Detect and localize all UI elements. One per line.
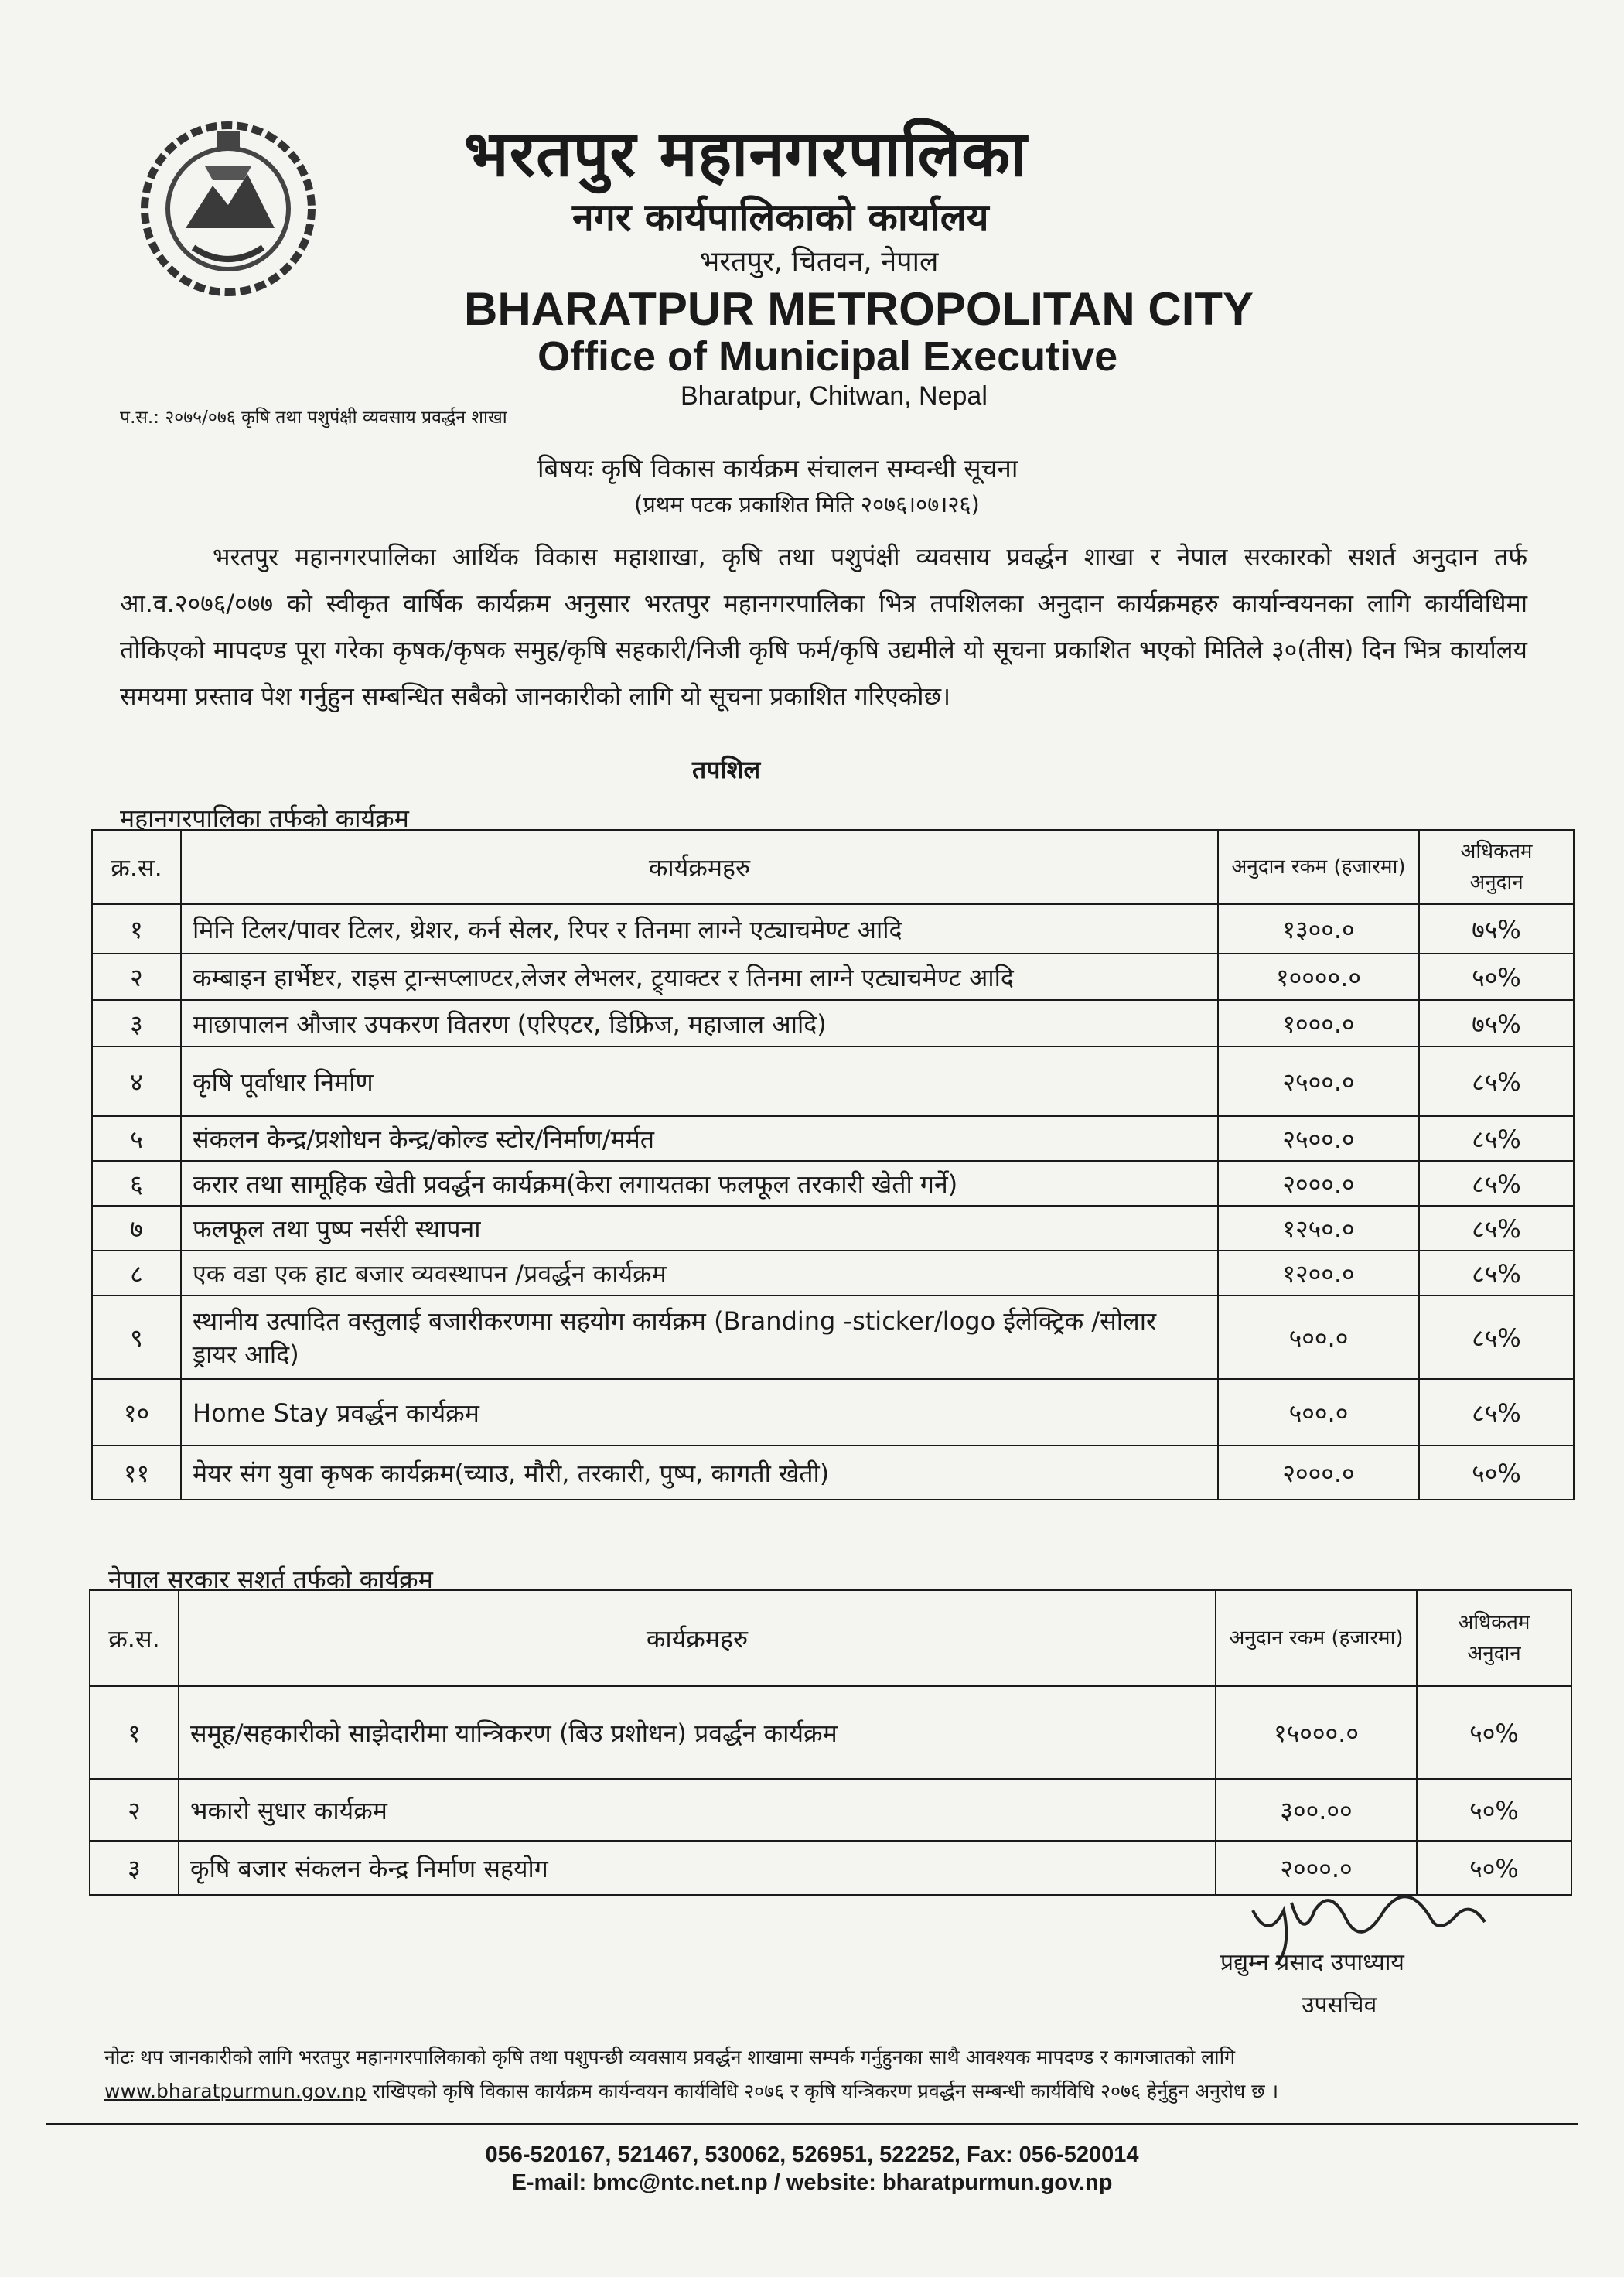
table-row	[92, 1251, 1574, 1296]
row-amount: ३००.००	[1216, 1779, 1417, 1841]
header-program: कार्यक्रमहरु	[181, 830, 1218, 904]
row-max-grant: ५०%	[1419, 954, 1574, 1000]
row-amount: १३००.०	[1218, 904, 1419, 954]
header-program: कार्यक्रमहरु	[179, 1590, 1216, 1686]
row-amount: २०००.०	[1216, 1841, 1417, 1895]
table-header-row	[90, 1590, 1571, 1686]
table-row	[92, 1296, 1574, 1379]
row-max-grant: ७५%	[1419, 1000, 1574, 1046]
row-amount: ५००.०	[1218, 1296, 1419, 1379]
municipal-section-heading: महानगरपालिका तर्फको कार्यक्रम	[120, 804, 409, 833]
footnote-text: नोटः थप जानकारीको लागि भरतपुर महानगरपालिकाको कृषि तथा पशुपन्छी व्यवसाय प्रवर्द्धन शाखामा सम्पर्क गर्नुहुनका साथै आवश्यक मापदण्ड र कागजातको लागि	[104, 2046, 1236, 2068]
letterhead-title-nepali: भरतपुर महानगरपालिका	[464, 118, 1028, 191]
reference-number: प.स.: २०७५/०७६ कृषि तथा पशुपंक्षी व्यवसाय प्रवर्द्धन शाखा	[120, 408, 507, 428]
footnote	[104, 2040, 1535, 2108]
table-row	[92, 1000, 1574, 1046]
table-row	[92, 1161, 1574, 1206]
row-max-grant: ८५%	[1419, 1206, 1574, 1251]
header-max-grant: अधिकतम अनुदान	[1419, 830, 1574, 904]
details-heading: तपशिल	[692, 755, 761, 784]
row-sn: १	[92, 904, 181, 954]
website-link[interactable]: www.bharatpurmun.gov.np	[104, 2080, 367, 2102]
row-max-grant: ८५%	[1419, 1379, 1574, 1446]
table-row	[92, 1446, 1574, 1500]
row-sn: ५	[92, 1116, 181, 1161]
row-amount: १२००.०	[1218, 1251, 1419, 1296]
contact-info	[410, 2141, 1214, 2197]
table-row	[92, 1116, 1574, 1161]
signatory-title: उपसचिव	[1302, 1992, 1377, 2019]
letterhead-address-nepali: भरतपुर, चितवन, नेपाल	[700, 246, 939, 278]
header-max-grant: अधिकतम अनुदान	[1417, 1590, 1571, 1686]
footer-divider	[46, 2123, 1578, 2125]
header-sn: क्र.स.	[92, 830, 181, 904]
row-sn: ७	[92, 1206, 181, 1251]
row-sn: ८	[92, 1251, 181, 1296]
row-max-grant: ८५%	[1419, 1296, 1574, 1379]
row-program: फलफूल तथा पुष्प नर्सरी स्थापना	[181, 1206, 1218, 1251]
notice-body: भरतपुर महानगरपालिका आर्थिक विकास महाशाखा, कृषि तथा पशुपंक्षी व्यवसाय प्रवर्द्धन शाखा र नेपाल सरकारको सशर्त अनुदान तर्फ आ.व.२०७६/०७७ को स्वीकृत वार्षिक कार्यक्रम अनुसार भरतपुर महानगरपालिका भित्र तपशिलका अनुदान कार्यक्रमहरु कार्यान्वयनका लागि कार्यविधिमा तोकिएको मापदण्ड पूरा गरेका कृषक/कृषक समुह/कृषि सहकारी/निजी कृषि फर्म/कृषि उद्यमीले यो सूचना प्रकाशित भएको मितिले ३०(तीस) दिन भित्र कार्यालय समयमा प्रस्ताव पेश गर्नुहुन सम्बन्धित सबैको जानकारीको लागि यो सूचना प्रकाशित गरिएकोछ।	[120, 542, 1527, 711]
letterhead-office-english: Office of Municipal Executive	[537, 333, 1118, 380]
row-max-grant: ५०%	[1417, 1841, 1571, 1895]
table-row	[90, 1686, 1571, 1779]
row-sn: ११	[92, 1446, 181, 1500]
row-max-grant: ८५%	[1419, 1116, 1574, 1161]
row-program: स्थानीय उत्पादित वस्तुलाई बजारीकरणमा सहयोग कार्यक्रम (Branding -sticker/logo ईलेक्ट्रिक /सोलार ड्रायर आदि)	[181, 1296, 1218, 1379]
row-sn: ३	[92, 1000, 181, 1046]
row-program: कृषि पूर्वाधार निर्माण	[181, 1046, 1218, 1116]
contact-email-website: E-mail: bmc@ntc.net.np / website: bharatpurmun.gov.np	[511, 2170, 1113, 2195]
letterhead-title-english: BHARATPUR METROPOLITAN CITY	[464, 283, 1254, 335]
government-programs-table	[89, 1589, 1572, 1896]
row-max-grant: ७५%	[1419, 904, 1574, 954]
row-amount: १०००.०	[1218, 1000, 1419, 1046]
row-sn: १०	[92, 1379, 181, 1446]
row-max-grant: ८५%	[1419, 1161, 1574, 1206]
row-sn: २	[92, 954, 181, 1000]
header-sn: क्र.स.	[90, 1590, 179, 1686]
nepal-emblem-icon	[131, 112, 325, 306]
row-program: माछापालन औजार उपकरण वितरण (एरिएटर, डिफ्रिज, महाजाल आदि)	[181, 1000, 1218, 1046]
table-row	[92, 1379, 1574, 1446]
row-amount: १५०००.०	[1216, 1686, 1417, 1779]
signatory-name: प्रद्युम्न प्रसाद उपाध्याय	[1220, 1949, 1404, 1976]
header-amount: अनुदान रकम (हजारमा)	[1218, 830, 1419, 904]
row-sn: ४	[92, 1046, 181, 1116]
row-program: संकलन केन्द्र/प्रशोधन केन्द्र/कोल्ड स्टोर/निर्माण/मर्मत	[181, 1116, 1218, 1161]
row-sn: ९	[92, 1296, 181, 1379]
row-amount: २५००.०	[1218, 1046, 1419, 1116]
row-program: मेयर संग युवा कृषक कार्यक्रम(च्याउ, मौरी, तरकारी, पुष्प, कागती खेती)	[181, 1446, 1218, 1500]
row-max-grant: ५०%	[1419, 1446, 1574, 1500]
row-max-grant: ५०%	[1417, 1686, 1571, 1779]
header-amount: अनुदान रकम (हजारमा)	[1216, 1590, 1417, 1686]
notice-subject: बिषयः कृषि विकास कार्यक्रम संचालन सम्वन्धी सूचना	[537, 453, 1018, 483]
government-section-heading: नेपाल सरकार सशर्त तर्फको कार्यक्रम	[108, 1565, 433, 1594]
letterhead-address-english: Bharatpur, Chitwan, Nepal	[681, 381, 988, 411]
row-sn: ३	[90, 1841, 179, 1895]
row-program: भकारो सुधार कार्यक्रम	[179, 1779, 1216, 1841]
table-row	[92, 904, 1574, 954]
contact-phones: 056-520167, 521467, 530062, 526951, 522252, Fax: 056-520014	[485, 2142, 1139, 2167]
row-program: Home Stay प्रवर्द्धन कार्यक्रम	[181, 1379, 1218, 1446]
municipal-programs-table	[91, 829, 1575, 1500]
letterhead-office-nepali: नगर कार्यपालिकाको कार्यालय	[572, 195, 989, 240]
row-program: कम्बाइन हार्भेष्टर, राइस ट्रान्सप्लाण्टर,लेजर लेभलर, ट्र्याक्टर र तिनमा लाग्ने एट्याचमेण्ट आदि	[181, 954, 1218, 1000]
table-row	[92, 1206, 1574, 1251]
row-sn: ६	[92, 1161, 181, 1206]
row-program: कृषि बजार संकलन केन्द्र निर्माण सहयोग	[179, 1841, 1216, 1895]
row-program: मिनि टिलर/पावर टिलर, थ्रेशर, कर्न सेलर, रिपर र तिनमा लाग्ने एट्याचमेण्ट आदि	[181, 904, 1218, 954]
row-program: करार तथा सामूहिक खेती प्रवर्द्धन कार्यक्रम(केरा लगायतका फलफूल तरकारी खेती गर्ने)	[181, 1161, 1218, 1206]
row-amount: २०००.०	[1218, 1161, 1419, 1206]
row-program: समूह/सहकारीको साझेदारीमा यान्त्रिकरण (बिउ प्रशोधन) प्रवर्द्धन कार्यक्रम	[179, 1686, 1216, 1779]
row-amount: २५००.०	[1218, 1116, 1419, 1161]
published-date: (प्रथम पटक प्रकाशित मिति २०७६।०७।२६)	[634, 491, 980, 517]
table-header-row	[92, 830, 1574, 904]
footnote-text-continued: राखिएको कृषि विकास कार्यक्रम कार्यन्वयन कार्यविधि २०७६ र कृषि यन्त्रिकरण प्रवर्द्धन सम्बन्धी कार्यविधि २०७६ हेर्नुहुन अनुरोध छ ।	[372, 2080, 1279, 2102]
row-sn: २	[90, 1779, 179, 1841]
row-max-grant: ८५%	[1419, 1251, 1574, 1296]
row-program: एक वडा एक हाट बजार व्यवस्थापन /प्रवर्द्धन कार्यक्रम	[181, 1251, 1218, 1296]
row-max-grant: ५०%	[1417, 1779, 1571, 1841]
row-sn: १	[90, 1686, 179, 1779]
table-row	[92, 1046, 1574, 1116]
row-amount: १२५०.०	[1218, 1206, 1419, 1251]
row-amount: ५००.०	[1218, 1379, 1419, 1446]
table-row	[92, 954, 1574, 1000]
row-max-grant: ८५%	[1419, 1046, 1574, 1116]
row-amount: २०००.०	[1218, 1446, 1419, 1500]
table-row	[90, 1779, 1571, 1841]
row-amount: १००००.०	[1218, 954, 1419, 1000]
